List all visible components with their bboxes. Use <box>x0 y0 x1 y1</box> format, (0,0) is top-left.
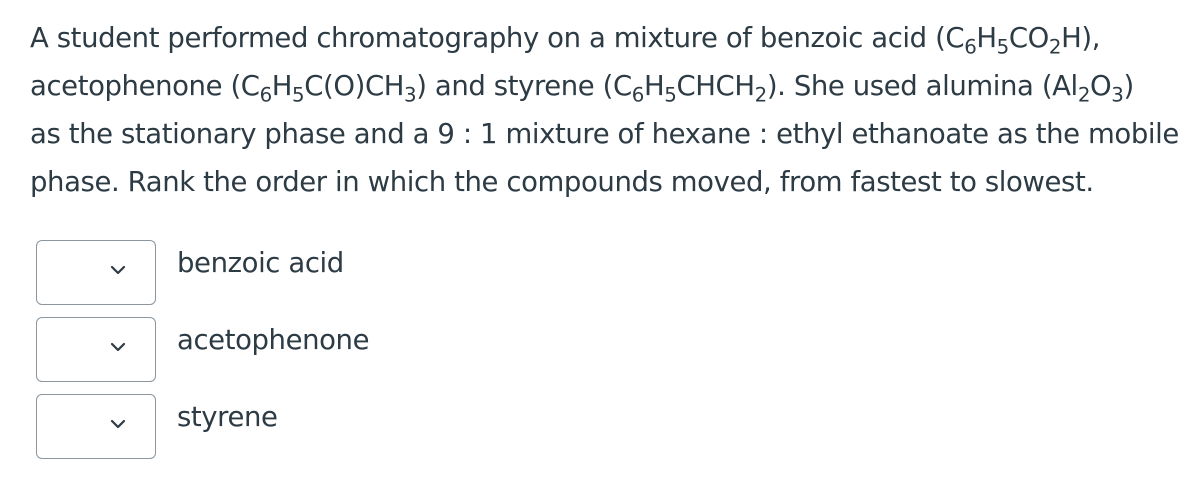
chevron-down-icon <box>109 415 127 433</box>
chevron-down-icon <box>109 338 127 356</box>
question-line-2: acetophenone $(C_6H_5C(O)CH_3)$ and styrene $(C_6H_5CHCH_2)$. She used alumina $(Al_2O_3)$ <box>30 70 1134 107</box>
ranking-row-benzoic-acid <box>36 240 736 317</box>
answer-label-styrene: styrene <box>177 401 278 433</box>
ranking-row-styrene <box>36 394 736 471</box>
ranking-list <box>36 240 736 471</box>
ranking-row-acetophenone <box>36 317 736 394</box>
answer-label-benzoic-acid: benzoic acid <box>177 247 344 279</box>
answer-label-acetophenone: acetophenone <box>177 324 370 356</box>
chevron-down-icon <box>109 261 127 279</box>
rank-select-styrene[interactable] <box>36 394 156 459</box>
rank-select-benzoic-acid[interactable] <box>36 240 156 305</box>
question-line-1: A student performed chromatography on a mixture of benzoic acid $(C_6H_5CO_2H)$, <box>30 22 1101 59</box>
rank-select-acetophenone[interactable] <box>36 317 156 382</box>
question-text <box>30 14 1190 206</box>
question-line-3: as the stationary phase and a 9 : 1 mixture of hexane : ethyl ethanoate as the mobile <box>30 118 1179 150</box>
question-line-4: phase. Rank the order in which the compounds moved, from fastest to slowest. <box>30 166 1094 198</box>
